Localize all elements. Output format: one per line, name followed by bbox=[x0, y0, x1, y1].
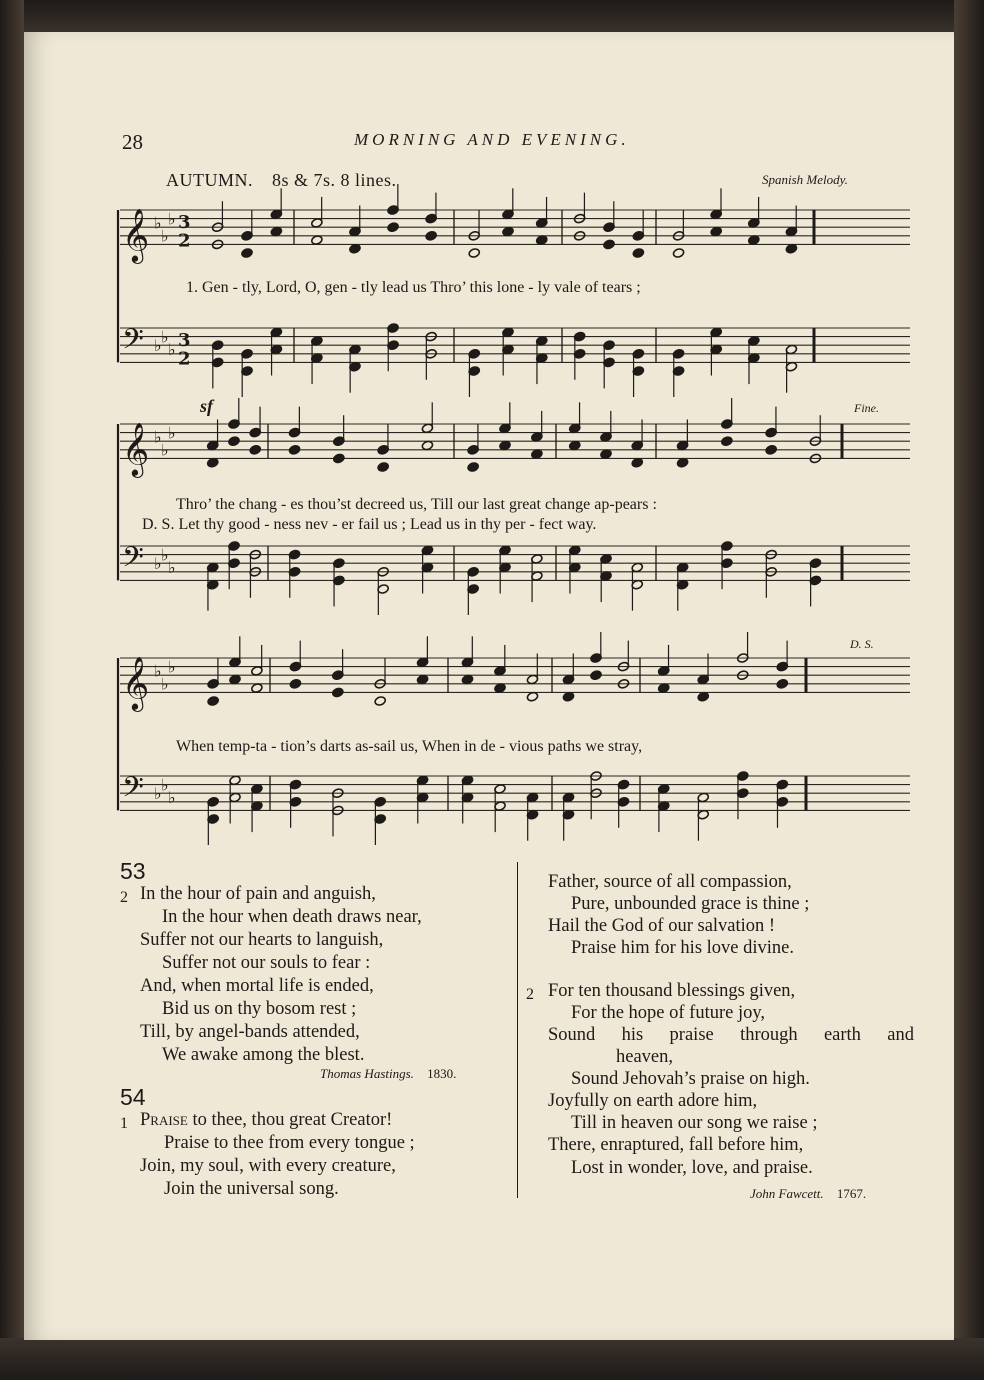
running-title: MORNING AND EVENING. bbox=[354, 130, 630, 149]
sforzando-mark: sf bbox=[200, 396, 213, 416]
hymn-53-line: In the hour when death draws near, bbox=[162, 907, 422, 927]
note-head bbox=[590, 670, 602, 681]
note-head bbox=[672, 248, 684, 259]
note-head bbox=[377, 462, 389, 473]
note-head bbox=[461, 674, 473, 685]
book-page bbox=[24, 32, 954, 1340]
hymn-53-line: We awake among the blest. bbox=[162, 1045, 365, 1065]
note-head bbox=[502, 226, 514, 237]
note-head bbox=[494, 683, 506, 694]
flat-icon: ♭ bbox=[154, 783, 162, 803]
note-head bbox=[241, 248, 253, 259]
time-signature: 2 bbox=[178, 348, 191, 370]
note-head bbox=[207, 457, 219, 468]
page-number: 28 bbox=[122, 130, 143, 154]
hymn-54-line: For the hope of future joy, bbox=[571, 1003, 766, 1023]
hymn-53-number: 53 bbox=[120, 858, 146, 884]
hymn-53-verse-number: 2 bbox=[120, 889, 128, 906]
hymn-53-line: Till, by angel-bands attended, bbox=[140, 1022, 360, 1042]
hymn-54-line: Join, my soul, with every creature, bbox=[140, 1156, 396, 1176]
note-head bbox=[658, 683, 670, 694]
hymn-54-number: 54 bbox=[120, 1084, 146, 1110]
note-head bbox=[569, 440, 581, 451]
flat-icon: ♭ bbox=[161, 327, 169, 347]
note-head bbox=[631, 457, 643, 468]
flat-icon: ♭ bbox=[161, 226, 169, 246]
tune-name: AUTUMN. bbox=[166, 170, 253, 190]
hymn-54-line: Pure, unbounded grace is thine ; bbox=[571, 894, 810, 914]
note-head bbox=[374, 696, 386, 707]
note-head bbox=[536, 235, 548, 246]
hymn-54-line bbox=[140, 1110, 392, 1131]
hymn-53-author: Thomas Hastings. bbox=[320, 1066, 414, 1081]
note-head bbox=[676, 457, 688, 468]
hymn-54-line: Till in heaven our song we raise ; bbox=[571, 1113, 818, 1133]
hymn-54-attribution bbox=[750, 1186, 866, 1202]
note-head bbox=[531, 449, 543, 460]
hymn-54-line: Joyfully on earth adore him, bbox=[548, 1091, 758, 1111]
note-head bbox=[562, 691, 574, 702]
bass-clef-icon: 𝄢 bbox=[122, 540, 144, 581]
bass-clef-icon: 𝄢 bbox=[122, 770, 144, 811]
flat-icon: ♭ bbox=[154, 427, 162, 447]
note-head bbox=[721, 436, 733, 447]
hymn-54-first-word: Praise bbox=[140, 1110, 188, 1130]
hymn-53-attribution bbox=[320, 1066, 456, 1082]
note-head bbox=[288, 444, 300, 455]
book-edge-top bbox=[0, 0, 984, 34]
hymn-54-line: Hail the God of our salvation ! bbox=[548, 916, 776, 936]
time-signature: 2 bbox=[178, 230, 191, 252]
hymn-53-line: And, when mortal life is ended, bbox=[140, 976, 374, 996]
hymn-53-line: Bid us on thy bosom rest ; bbox=[162, 999, 357, 1019]
flat-icon: ♭ bbox=[154, 335, 162, 355]
time-signature: 3 bbox=[178, 330, 191, 352]
flat-icon: ♭ bbox=[168, 423, 176, 443]
hymn-54-line: heaven, bbox=[616, 1047, 674, 1067]
note-head bbox=[421, 440, 433, 451]
flat-icon: ♭ bbox=[154, 661, 162, 681]
note-head bbox=[468, 248, 480, 259]
hymn-54-line: Lost in wonder, love, and praise. bbox=[571, 1158, 813, 1178]
note-head bbox=[499, 440, 511, 451]
flat-icon: ♭ bbox=[154, 213, 162, 233]
hymn-54-line: Sound his praise through earth and bbox=[548, 1025, 914, 1045]
note-head bbox=[697, 691, 709, 702]
flat-icon: ♭ bbox=[168, 558, 176, 578]
book-edge-bottom bbox=[0, 1338, 984, 1380]
hymn-54-year: 1767. bbox=[836, 1186, 867, 1201]
music-lyrics-line2b: D. S. Let thy good - ness nev - er fail us ; Lead us in thy per - fect way. bbox=[142, 516, 597, 533]
hymn-54-verse2-number: 2 bbox=[526, 986, 534, 1003]
flat-icon: ♭ bbox=[161, 775, 169, 795]
flat-icon: ♭ bbox=[168, 209, 176, 229]
book-edge-left bbox=[0, 0, 24, 1380]
note-head bbox=[251, 683, 263, 694]
note-head bbox=[229, 674, 241, 685]
music-lyrics-line1: 1. Gen - tly, Lord, O, gen - tly lead us Thro’ this lone - ly vale of tears ; bbox=[186, 279, 641, 296]
hymn-54-line: Praise to thee from every tongue ; bbox=[164, 1133, 415, 1153]
flat-icon: ♭ bbox=[154, 553, 162, 573]
hymn-54-author: John Fawcett. bbox=[750, 1186, 824, 1201]
note-head bbox=[207, 696, 219, 707]
music-lyrics-line3: When temp-ta - tion’s darts as-sail us, When in de - vious paths we stray, bbox=[176, 738, 643, 755]
hymn-54-line: Praise him for his love divine. bbox=[571, 938, 794, 958]
fine-mark: Fine. bbox=[854, 401, 879, 415]
note-head bbox=[526, 691, 538, 702]
note-head bbox=[311, 235, 323, 246]
note-head bbox=[333, 453, 345, 464]
book-edge-right bbox=[954, 0, 984, 1380]
hymn-53-year: 1830. bbox=[427, 1066, 457, 1081]
hymn-54-line: Sound Jehovah’s praise on high. bbox=[571, 1069, 810, 1089]
note-head bbox=[425, 230, 437, 241]
flat-icon: ♭ bbox=[168, 657, 176, 677]
tune-source: Spanish Melody. bbox=[762, 172, 848, 187]
flat-icon: ♭ bbox=[161, 545, 169, 565]
hymn-54-line: For ten thousand blessings given, bbox=[548, 981, 796, 1001]
hymn-54-verse-number: 1 bbox=[120, 1115, 128, 1132]
note-head bbox=[785, 243, 797, 254]
note-head bbox=[632, 248, 644, 259]
da-segno-mark: D. S. bbox=[850, 637, 874, 651]
music-lyrics-line2a: Thro’ the chang - es thou’st decreed us, Till our last great change ap-pears : bbox=[176, 496, 657, 513]
treble-clef-icon: 𝄞 bbox=[122, 207, 150, 262]
time-signature: 3 bbox=[178, 212, 191, 234]
hymn-53-line: In the hour of pain and anguish, bbox=[140, 884, 376, 904]
note-head bbox=[270, 226, 282, 237]
hymn-53-line: Suffer not our hearts to languish, bbox=[140, 930, 384, 950]
note-head bbox=[776, 678, 788, 689]
flat-icon: ♭ bbox=[168, 788, 176, 808]
note-head bbox=[603, 239, 615, 250]
column-divider bbox=[517, 862, 518, 1198]
hymn-54-line: There, enraptured, fall before him, bbox=[548, 1135, 804, 1155]
note-head bbox=[228, 436, 240, 447]
note-head bbox=[249, 444, 261, 455]
note-head bbox=[332, 687, 344, 698]
flat-icon: ♭ bbox=[161, 440, 169, 460]
treble-clef-icon: 𝄞 bbox=[122, 421, 150, 476]
hymn-53-line: Suffer not our souls to fear : bbox=[162, 953, 371, 973]
hymn-54-line: Father, source of all compassion, bbox=[548, 872, 792, 892]
flat-icon: ♭ bbox=[161, 674, 169, 694]
note-head bbox=[748, 235, 760, 246]
treble-clef-icon: 𝄞 bbox=[122, 655, 150, 710]
tune-meter: 8s & 7s. 8 lines. bbox=[272, 170, 397, 190]
note-head bbox=[289, 678, 301, 689]
note-head bbox=[467, 462, 479, 473]
hymn-54-first-line-rest: to thee, thou great Creator! bbox=[187, 1110, 393, 1130]
note-head bbox=[765, 444, 777, 455]
note-head bbox=[349, 243, 361, 254]
hymn-54-line: Join the universal song. bbox=[164, 1179, 339, 1199]
flat-icon: ♭ bbox=[168, 340, 176, 360]
note-head bbox=[600, 449, 612, 460]
note-head bbox=[387, 222, 399, 233]
bass-clef-icon: 𝄢 bbox=[122, 322, 144, 363]
note-head bbox=[416, 674, 428, 685]
note-head bbox=[710, 226, 722, 237]
